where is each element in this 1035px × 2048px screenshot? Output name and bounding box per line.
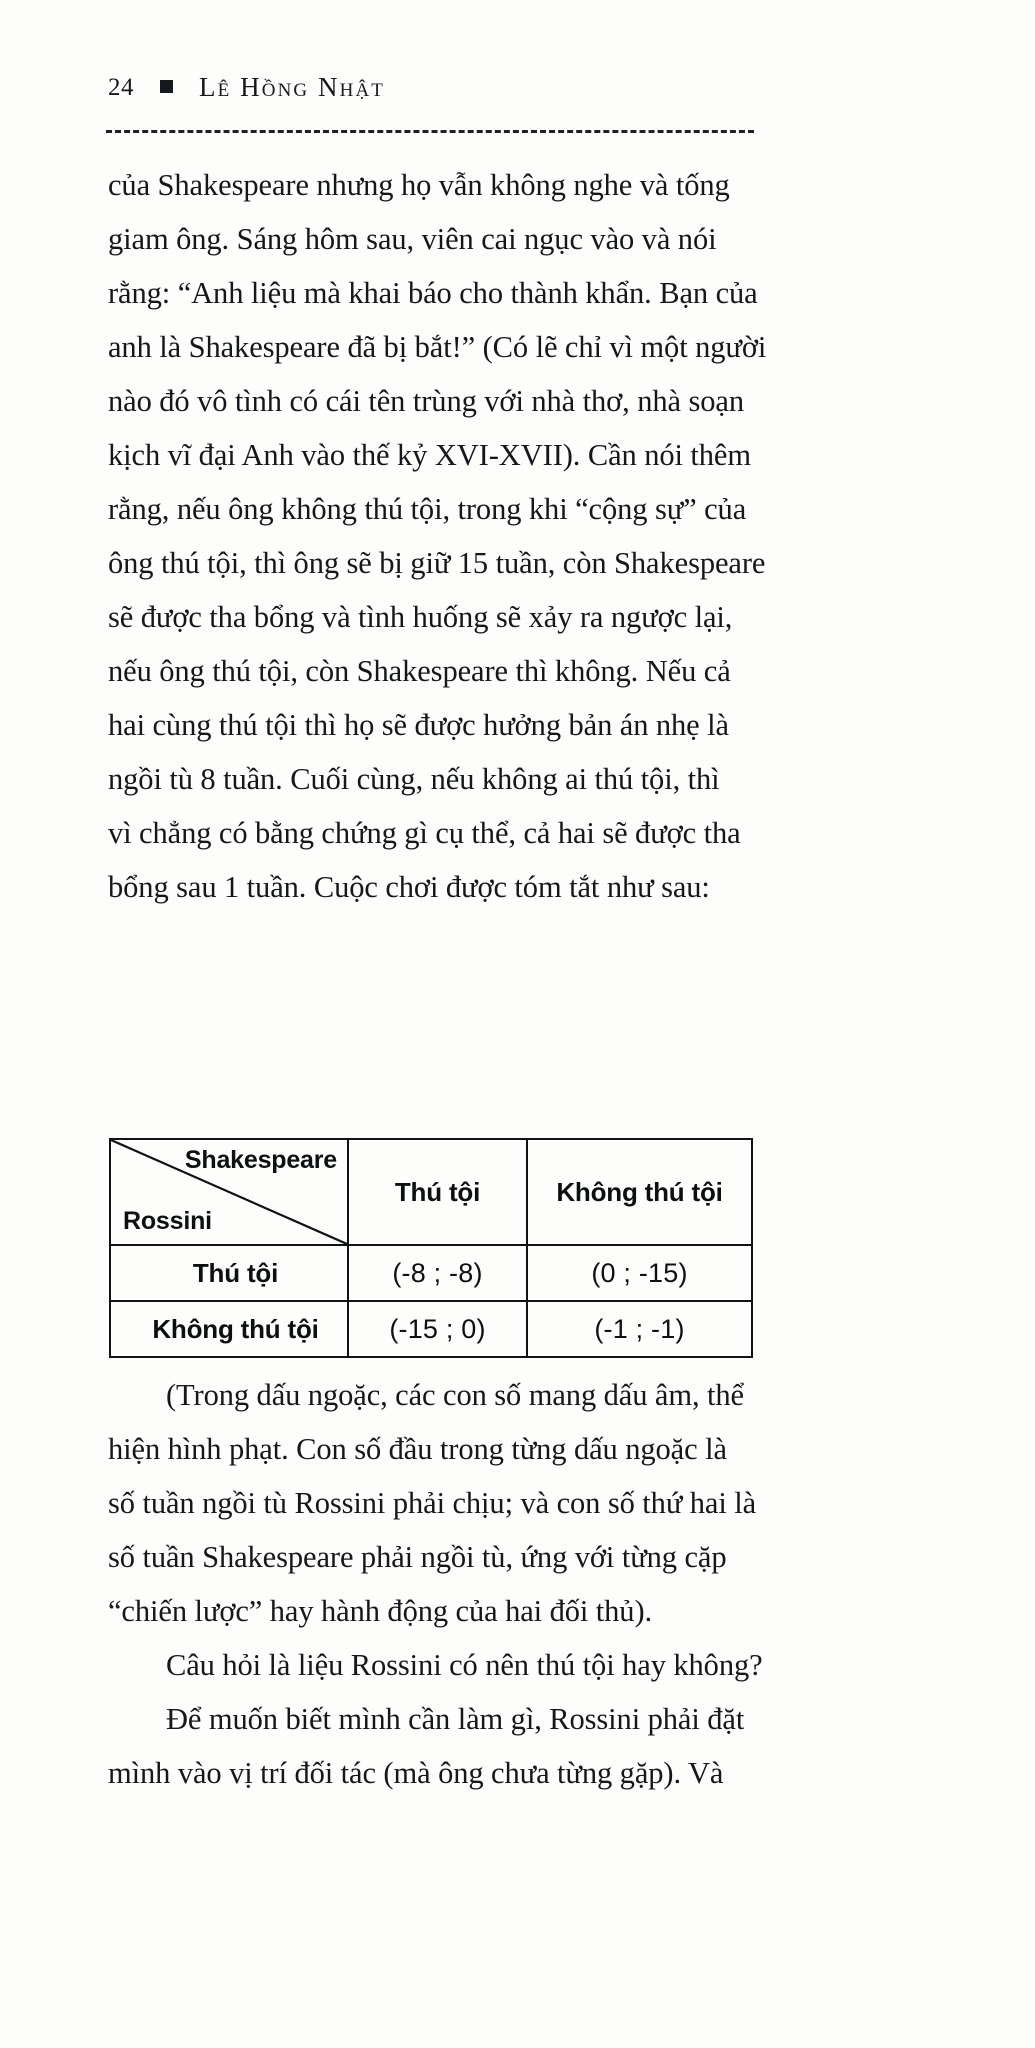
text-line: hai cùng thú tội thì họ sẽ được hưởng bản án nhẹ là [108, 708, 729, 742]
text-line: kịch vĩ đại Anh vào thế kỷ XVI-XVII). Cần nói thêm [108, 438, 751, 472]
payoff-cell-confess-confess: (-8 ; -8) [348, 1245, 527, 1301]
body-text-after-table [108, 1368, 763, 1800]
body-text [108, 158, 767, 914]
text-line: “chiến lược” hay hành động của hai đối thủ). [108, 1594, 653, 1628]
square-bullet-icon [160, 80, 173, 93]
payoff-table [109, 1138, 753, 1358]
text-line: (Trong dấu ngoặc, các con số mang dấu âm, thể [166, 1378, 744, 1412]
text-line: hiện hình phạt. Con số đầu trong từng dấu ngoặc là [108, 1432, 727, 1466]
text-line: Câu hỏi là liệu Rossini có nên thú tội hay không? [166, 1648, 763, 1682]
text-line: sẽ được tha bổng và tình huống sẽ xảy ra ngược lại, [108, 600, 733, 634]
text-line: của Shakespeare nhưng họ vẫn không nghe và tống [108, 168, 730, 202]
text-line: mình vào vị trí đối tác (mà ông chưa từng gặp). Và [108, 1756, 724, 1790]
row-header-confess: Thú tội [110, 1245, 348, 1301]
payoff-cell-confess-notconfess: (0 ; -15) [527, 1245, 752, 1301]
text-line: ông thú tội, thì ông sẽ bị giữ 15 tuần, còn Shakespeare [108, 546, 766, 580]
text-line: anh là Shakespeare đã bị bắt!” (Có lẽ chỉ vì một người [108, 330, 767, 364]
text-line: số tuần Shakespeare phải ngồi tù, ứng với từng cặp [108, 1540, 727, 1574]
running-head [108, 72, 385, 103]
table-header-row [110, 1139, 752, 1245]
payoff-matrix [109, 1138, 751, 1358]
table-row [110, 1245, 752, 1301]
header-dashed-rule [106, 130, 754, 133]
row-player-label: Rossini [123, 1207, 212, 1235]
text-line: rằng, nếu ông không thú tội, trong khi “cộng sự” của [108, 492, 747, 526]
page-number: 24 [108, 73, 134, 101]
payoff-cell-notconfess-confess: (-15 ; 0) [348, 1301, 527, 1357]
text-line: số tuần ngồi tù Rossini phải chịu; và con số thứ hai là [108, 1486, 757, 1520]
table-row [110, 1301, 752, 1357]
text-line: ngồi tù 8 tuần. Cuối cùng, nếu không ai thú tội, thì [108, 762, 720, 796]
matrix-corner-cell [110, 1139, 348, 1245]
column-header-confess: Thú tội [348, 1139, 527, 1245]
row-header-not-confess: Không thú tội [110, 1301, 348, 1357]
text-line: nào đó vô tình có cái tên trùng với nhà thơ, nhà soạn [108, 384, 744, 418]
text-line: vì chẳng có bằng chứng gì cụ thể, cả hai sẽ được tha [108, 816, 741, 850]
text-line: giam ông. Sáng hôm sau, viên cai ngục vào và nói [108, 222, 717, 256]
running-title: Lê Hồng Nhật [199, 72, 386, 102]
text-line: Để muốn biết mình cần làm gì, Rossini phải đặt [166, 1702, 745, 1736]
text-line: rằng: “Anh liệu mà khai báo cho thành khẩn. Bạn của [108, 276, 758, 310]
text-line: nếu ông thú tội, còn Shakespeare thì không. Nếu cả [108, 654, 731, 688]
payoff-cell-notconfess-notconfess: (-1 ; -1) [527, 1301, 752, 1357]
column-player-label: Shakespeare [184, 1146, 337, 1174]
column-header-not-confess: Không thú tội [527, 1139, 752, 1245]
text-line: bổng sau 1 tuần. Cuộc chơi được tóm tắt như sau: [108, 870, 710, 904]
